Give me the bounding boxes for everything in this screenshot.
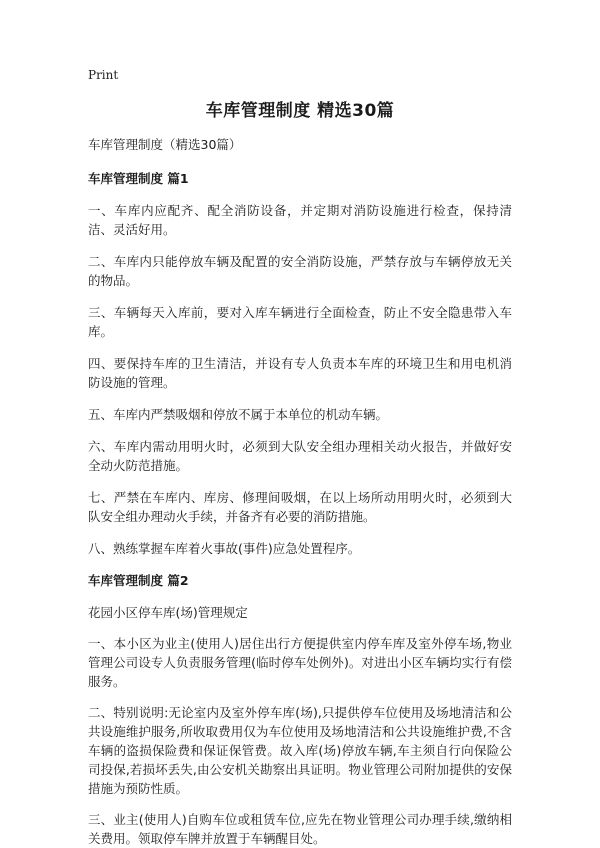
paragraph: 三、车辆每天入库前，要对入库车辆进行全面检查，防止不安全隐患带入车库。 — [88, 305, 512, 339]
paragraph: 三、业主(使用人)自购车位或租赁车位,应先在物业管理公司办理手续,缴纳相关费用。领取停车牌并放置于车辆醒目处。 — [88, 812, 512, 846]
paragraph: 花园小区停车库(场)管理规定 — [88, 605, 248, 620]
paragraph: 二、车库内只能停放车辆及配置的安全消防设施，严禁存放与车辆停放无关的物品。 — [88, 254, 512, 288]
paragraph: 一、本小区为业主(使用人)居住出行方便提供室内停车库及室外停车场,物业管理公司设专人负责服务管理(临时停车处例外)。对进出小区车辆均实行有偿服务。 — [88, 636, 512, 689]
paragraph: 一、车库内应配齐、配全消防设备，并定期对消防设施进行检查，保持清洁、灵活好用。 — [88, 203, 512, 237]
paragraph: 八、熟练掌握车库着火事故(事件)应急处置程序。 — [88, 541, 361, 556]
document-title: 车库管理制度 精选30篇 — [205, 101, 395, 121]
paragraph: 二、特别说明:无论室内及室外停车库(场),只提供停车位使用及场地清洁和公共设施维护服务,所收取费用仅为车位使用及场地清洁和公共设施维护费,不含车辆的盗损保险费和保证保管费。故入库(场)停放车辆,车主须自行向保险公司投保,若损坏丢失,由公安机关勘察出具证明。物业管理公司附加提供的安保措施为预防性质。 — [88, 705, 512, 796]
section-heading-1: 车库管理制度 篇1 — [88, 171, 189, 186]
paragraph: 四、要保持车库的卫生清洁，并设有专人负责本车库的环境卫生和用电机消防设施的管理。 — [88, 356, 512, 390]
paragraph: 六、车库内需动用明火时，必须到大队安全组办理相关动火报告，并做好安全动火防范措施。 — [88, 439, 512, 473]
section-heading-2: 车库管理制度 篇2 — [88, 573, 189, 588]
print-link[interactable]: Print — [88, 68, 119, 82]
paragraph: 七、严禁在车库内、库房、修理间吸烟，在以上场所动用明火时，必须到大队安全组办理动火手续，并备齐有必要的消防措施。 — [88, 490, 512, 524]
paragraph: 五、车库内严禁吸烟和停放不属于本单位的机动车辆。 — [88, 407, 389, 422]
document-subtitle: 车库管理制度（精选30篇） — [88, 137, 242, 152]
